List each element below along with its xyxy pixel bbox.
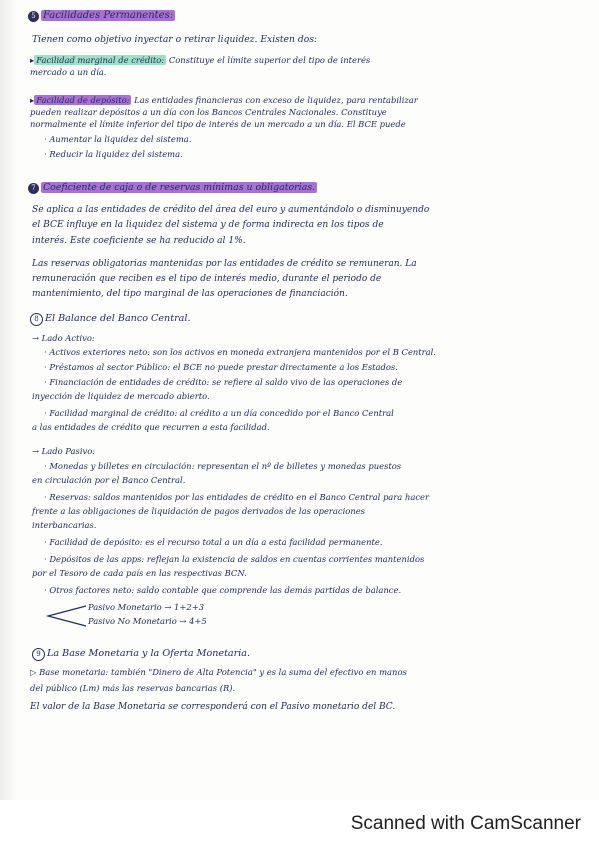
deposit-facility-label: Facilidad de depósito: bbox=[36, 95, 130, 105]
activo-item-1: · Activos exteriores neto: son los activos en moneda extranjera mantenidos por el B Central. bbox=[44, 347, 437, 357]
activo-item-4-cont: a las entidades de crédito que recurren a esta facilidad. bbox=[32, 422, 270, 432]
section-title: Facilidades Permanentes: bbox=[43, 10, 174, 21]
pasivo-item-3: · Facilidad de depósito: es el recurso total a un día a esta facilidad permanente. bbox=[44, 537, 383, 547]
section-number-badge: 7 bbox=[28, 183, 39, 194]
section-7-p1-line-3: interés. Este coeficiente se ha reducido al 1%. bbox=[32, 236, 246, 246]
pasivo-monetario-note: Pasivo Monetario → 1+2+3 bbox=[88, 602, 205, 612]
bracket-arrow-icon bbox=[40, 603, 90, 629]
section-7-heading bbox=[28, 182, 317, 194]
lending-facility-line bbox=[30, 55, 370, 66]
pasivo-heading: → Lado Pasivo: bbox=[32, 446, 96, 456]
section-8-heading bbox=[30, 313, 191, 326]
section-number-badge: 5 bbox=[28, 11, 39, 22]
pasivo-item-1-cont: en circulación por el Banco Central. bbox=[32, 475, 186, 485]
section-5-intro: Tienen como objetivo inyectar o retirar liquidez. Existen dos: bbox=[32, 34, 318, 45]
activo-item-3: · Financiación de entidades de crédito: se refiere al saldo vivo de las operaciones de bbox=[44, 377, 403, 387]
section-9-line-2: del público (Lm) más las reservas bancarias (R). bbox=[30, 683, 236, 693]
section-title: La Base Monetaria y la Oferta Monetaria. bbox=[47, 648, 251, 659]
pasivo-no-monetario-note: Pasivo No Monetario → 4+5 bbox=[88, 616, 207, 626]
section-number-badge: 9 bbox=[32, 648, 45, 661]
section-title: Coeficiente de caja o de reservas mínimas u obligatorias. bbox=[43, 182, 316, 193]
section-7-p1-line-2: el BCE influye en la liquidez del sistema y de forma indirecta en los tipos de bbox=[32, 220, 384, 230]
activo-item-2: · Préstamos al sector Público: el BCE no puede prestar directamente a los Estados. bbox=[44, 362, 398, 372]
pasivo-item-4: · Depósitos de las apps: reflejan la existencia de saldos en cuentas corrientes mantenidos bbox=[44, 554, 425, 564]
section-7-p2-line-1: Las reservas obligatorias mantenidas por las entidades de crédito se remuneran. La bbox=[32, 259, 417, 269]
section-number-badge: 8 bbox=[30, 313, 43, 326]
pasivo-item-5: · Otros factores neto: saldo contable que comprende las demás partidas de balance. bbox=[44, 585, 402, 595]
deposit-bullet-2: · Reducir la liquidez del sistema. bbox=[44, 149, 183, 159]
deposit-bullet-1: · Aumentar la liquidez del sistema. bbox=[44, 134, 192, 144]
deposit-facility-text-3: normalmente el límite inferior del tipo de interés de un mercado a un día. El BCE puede bbox=[30, 119, 406, 129]
pasivo-item-2-cont-2: interbancarias. bbox=[32, 520, 97, 530]
deposit-facility-text-2: pueden realizar depósitos a un día con los Bancos Centrales Nacionales. Constituye bbox=[30, 107, 387, 117]
section-9-heading bbox=[32, 648, 250, 661]
activo-item-3-cont: inyección de liquidez de mercado abierto. bbox=[32, 391, 210, 401]
scanner-footer bbox=[0, 800, 599, 848]
lending-facility-label: Facilidad marginal de crédito: bbox=[36, 55, 165, 65]
arrow-bullet-icon: ▸ bbox=[30, 55, 35, 65]
scanner-watermark-text: Scanned with CamScanner bbox=[350, 813, 581, 834]
pasivo-item-2: · Reservas: saldos mantenidos por las entidades de crédito en el Banco Central para hacer bbox=[44, 492, 429, 502]
pasivo-item-4-cont: por el Tesoro de cada país en las respectivas BCN. bbox=[32, 568, 247, 578]
section-7-p1-line-1: Se aplica a las entidades de crédito del área del euro y aumentándolo o disminuyendo bbox=[32, 205, 430, 215]
deposit-facility-text: Las entidades financieras con exceso de liquidez, para rentabilizar bbox=[134, 95, 418, 105]
section-9-line-3: El valor de la Base Monetaria se corresponderá con el Pasivo monetario del BC. bbox=[30, 702, 396, 712]
section-7-p2-line-3: mantenimiento, del tipo marginal de las operaciones de financiación. bbox=[32, 289, 348, 299]
deposit-facility-line bbox=[30, 95, 418, 106]
section-9-line-1: ▷ Base monetaria: también "Dinero de Alta Potencia" y es la suma del efectivo en manos bbox=[30, 667, 407, 677]
pasivo-item-2-cont: frente a las obligaciones de liquidación de pagos derivados de las operaciones bbox=[32, 506, 365, 516]
activo-heading: → Lado Activo: bbox=[32, 333, 95, 343]
lending-facility-text: Constituye el límite superior del tipo de interés bbox=[168, 55, 371, 65]
pasivo-item-1: · Monedas y billetes en circulación: representan el nº de billetes y monedas puestos bbox=[44, 461, 402, 471]
section-7-p2-line-2: remuneración que reciben es el tipo de interés medio, durante el periodo de bbox=[32, 274, 382, 284]
activo-item-4: · Facilidad marginal de crédito: al crédito a un día concedido por el Banco Central bbox=[44, 408, 394, 418]
lending-facility-text-2: mercado a un día. bbox=[30, 67, 107, 77]
section-5-heading bbox=[28, 10, 175, 22]
section-title: El Balance del Banco Central. bbox=[45, 313, 191, 324]
arrow-bullet-icon: ▸ bbox=[30, 95, 35, 105]
